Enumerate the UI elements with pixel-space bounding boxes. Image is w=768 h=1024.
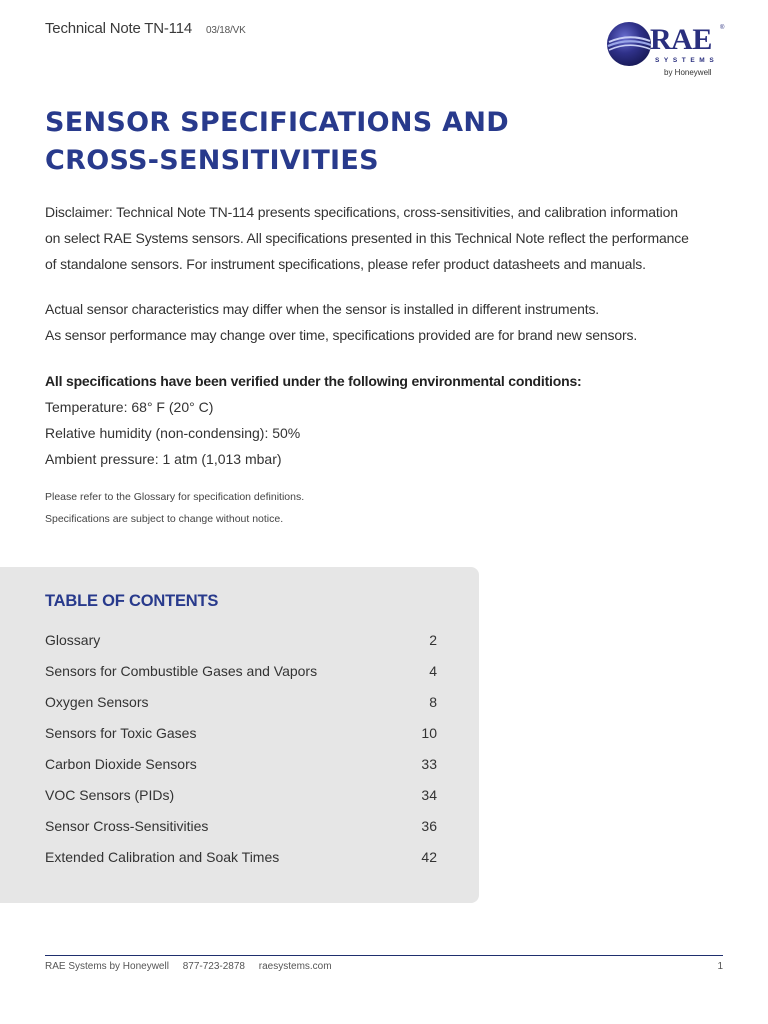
logo-trademark: ®: [720, 25, 725, 31]
disclaimer-line-3: of standalone sensors. For instrument specifications, please refer product datasheets and manuals.: [45, 256, 646, 272]
table-of-contents: [0, 567, 479, 903]
logo-brand-text: RAE: [650, 23, 712, 56]
toc-item-page: 34: [421, 787, 437, 803]
toc-item-label: Glossary: [45, 632, 101, 648]
rae-systems-logo: [606, 21, 726, 81]
toc-item-extended-calibration[interactable]: [45, 842, 437, 873]
page-footer: [45, 961, 723, 972]
toc-item-label: Carbon Dioxide Sensors: [45, 756, 197, 772]
toc-item-label: Oxygen Sensors: [45, 694, 149, 710]
toc-title: TABLE OF CONTENTS: [45, 592, 219, 610]
toc-item-glossary[interactable]: [45, 625, 437, 656]
footer-website-link[interactable]: raesystems.com: [258, 961, 332, 972]
toc-item-cross-sensitivities[interactable]: [45, 811, 437, 842]
conditions-heading: All specifications have been verified under the following environmental conditions:: [45, 373, 582, 389]
glossary-note: Please refer to the Glossary for specification definitions.: [45, 491, 305, 503]
logo-systems-text: SYSTEMS: [655, 57, 719, 64]
characteristics-line-1: Actual sensor characteristics may differ when the sensor is installed in different instruments.: [45, 301, 600, 317]
environmental-conditions: [45, 368, 582, 472]
toc-item-page: 4: [429, 663, 437, 679]
toc-item-label: Extended Calibration and Soak Times: [45, 849, 280, 865]
characteristics-paragraph: [45, 296, 705, 348]
toc-item-page: 2: [429, 632, 437, 648]
toc-item-page: 10: [421, 725, 437, 741]
footer-company: RAE Systems by Honeywell: [45, 961, 169, 972]
toc-item-label: Sensor Cross-Sensitivities: [45, 818, 209, 834]
technical-note-label: Technical Note TN-114: [45, 20, 192, 37]
toc-list: [45, 625, 437, 873]
characteristics-line-2: As sensor performance may change over time, specifications provided are for brand new sensors.: [45, 327, 638, 343]
footer-divider: [45, 955, 723, 956]
toc-item-combustible-gases[interactable]: [45, 656, 437, 687]
footer-phone: 877-723-2878: [182, 961, 245, 972]
globe-swoosh-icon: [606, 21, 652, 67]
disclaimer-line-2: on select RAE Systems sensors. All specifications presented in this Technical Note reflect the performance: [45, 230, 689, 246]
page-title-line-2: CROSS-SENSITIVITIES: [45, 145, 379, 176]
technical-note-header: [45, 20, 246, 37]
toc-item-page: 42: [421, 849, 437, 865]
toc-item-oxygen-sensors[interactable]: [45, 687, 437, 718]
toc-item-label: Sensors for Combustible Gases and Vapors: [45, 663, 318, 679]
logo-byline: by Honeywell: [664, 68, 712, 77]
pressure-condition: Ambient pressure: 1 atm (1,013 mbar): [45, 451, 282, 467]
page-number: 1: [717, 961, 723, 972]
specification-notes: [45, 486, 304, 530]
toc-item-toxic-gases[interactable]: [45, 718, 437, 749]
disclaimer-line-1: Disclaimer: Technical Note TN-114 presents specifications, cross-sensitivities, and calibration information: [45, 204, 678, 220]
page-title-line-1: SENSOR SPECIFICATIONS AND: [45, 107, 509, 138]
toc-item-page: 8: [429, 694, 437, 710]
revision-code: 03/18/VK: [206, 25, 246, 36]
change-note: Specifications are subject to change without notice.: [45, 513, 284, 525]
toc-item-voc-sensors[interactable]: [45, 780, 437, 811]
toc-item-page: 36: [421, 818, 437, 834]
toc-item-label: VOC Sensors (PIDs): [45, 787, 175, 803]
disclaimer-paragraph: [45, 199, 705, 277]
toc-item-page: 33: [421, 756, 437, 772]
toc-item-label: Sensors for Toxic Gases: [45, 725, 197, 741]
page-title: [45, 104, 645, 180]
toc-item-carbon-dioxide[interactable]: [45, 749, 437, 780]
humidity-condition: Relative humidity (non-condensing): 50%: [45, 425, 301, 441]
temperature-condition: Temperature: 68° F (20° C): [45, 399, 214, 415]
